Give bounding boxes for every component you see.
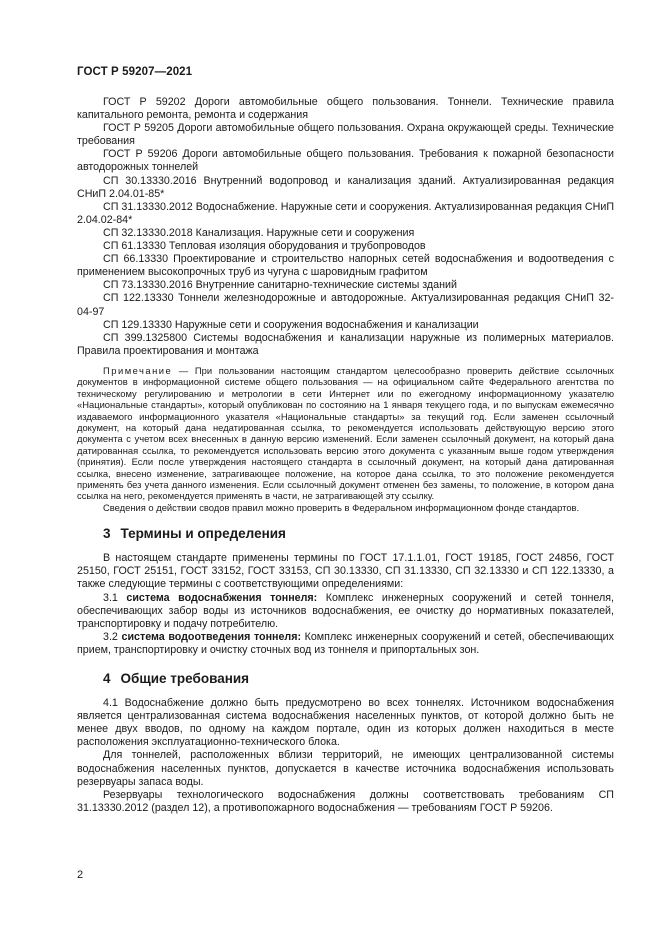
term-definition [77,592,614,631]
reference-note-extra: Сведения о действии сводов правил можно проверить в Федеральном информационном фонде стандартов. [103,501,580,513]
body-paragraph: Для тоннелей, расположенных вблизи территорий, не имеющих централизованной системы водоснабжения населенных пунктов, допускается в качестве источника водоснабжения использовать резервуары запаса воды. [77,749,614,788]
term-text: Комплекс инженерных сооружений и сетей тоннеля, обеспечивающих забор воды из источников водоснабжения, ее очистку до нормативных показателей, транспортировку и подачу потребителю. [77,591,614,630]
body-paragraph: 4.1 Водоснабжение должно быть предусмотрено во всех тоннелях. Источником водоснабжения является централизованная система водоснабжения населенных пунктов, от которой должно быть не менее двух вводов, по одному на каждом портале, один из которых должен находиться в месте расположения эксплуатационно-технического блока. [77,697,614,749]
reference-item: СП 31.13330.2012 Водоснабжение. Наружные сети и сооружения. Актуализированная редакция СНиП 2.04.02-84* [77,200,614,226]
page-number: 2 [77,869,84,881]
terms-intro: В настоящем стандарте применены термины по ГОСТ 17.1.1.01, ГОСТ 19185, ГОСТ 24856, ГОСТ 25150, ГОСТ 25151, ГОСТ 33152, ГОСТ 33153, СП 30.13330, СП 31.13330, СП 32.13330 и СП 122.13330, а также следующие термины с соответствующими определениями: [77,552,614,591]
section-number: 4 [103,671,111,686]
document-header: ГОСТ Р 59207—2021 [77,66,193,78]
section-number: 3 [103,526,111,542]
section-heading-terms [77,527,614,540]
reference-item: СП 129.13330 Наружные сети и сооружения водоснабжения и канализации [103,318,479,331]
reference-item: СП 399.1325800 Системы водоснабжения и канализации наружные из полимерных материалов. Правила проектирования и монтажа [77,331,614,357]
term-name: система водоснабжения тоннеля: [126,591,318,604]
reference-item: СП 61.13330 Тепловая изоляция оборудования и трубопроводов [103,240,426,253]
term-number: 3.1 [103,591,118,604]
term-number: 3.2 [103,630,118,643]
reference-item: ГОСТ Р 59206 Дороги автомобильные общего пользования. Требования к пожарной безопасности автодорожных тоннелей [77,148,614,174]
reference-note [77,365,614,502]
document-body [77,96,614,815]
section-title: Термины и определения [120,526,286,542]
term-text: Комплекс инженерных сооружений и сетей, обеспечивающих прием, транспортировку и очистку сточных вод из тоннеля и припортальных зон. [77,630,614,656]
note-label: Примечание [103,364,173,376]
reference-item: ГОСТ Р 59202 Дороги автомобильные общего пользования. Тоннели. Технические правила капитального ремонта, ремонта и содержания [77,96,614,122]
reference-item: СП 30.13330.2016 Внутренний водопровод и канализация зданий. Актуализированная редакция СНиП 2.04.01-85* [77,174,614,200]
note-text: — При пользовании настоящим стандартом целесообразно проверить действие ссылочных документов в информационной системе общего пользования — на официальном сайте Федерального агентства по техническому регулированию и метрологии в сети Интернет или по ежегодному информационному указателю «Национальные стандарты», который опубликован по состоянию на 1 января текущего года, и по выпускам ежемесячно издаваемого информационного указателя «Национальные стандарты» за текущий год. Если заменен ссылочный документ, на который дана недатированная ссылка, то рекомендуется использовать действующую версию этого документа с учетом всех внесенных в данную версию изменений. Если заменен ссылочный документ, на который дана датированная ссылка, то рекомендуется использовать версию этого документа с указанным выше годом утверждения (принятия). Если после утверждения настоящего стандарта в ссылочный документ, на который дана датированная ссылка, внесено изменение, затрагивающее положение, на которое дана ссылка, то это положение рекомендуется применять без учета данного изменения. Если ссылочный документ отменен без замены, то положение, в котором дана ссылка на него, рекомендуется применять в части, не затрагивающей эту ссылку. [77,364,614,502]
reference-item: СП 122.13330 Тоннели железнодорожные и автодорожные. Актуализированная редакция СНиП 32-04-97 [77,292,614,318]
section-title: Общие требования [120,671,250,686]
term-name: система водоотведения тоннеля: [121,630,302,643]
body-paragraph: Резервуары технологического водоснабжения должны соответствовать требованиям СП 31.13330.2012 (раздел 12), а противопожарного водоснабжения — требованиям ГОСТ Р 59206. [77,788,614,814]
term-definition [77,631,614,657]
reference-item: ГОСТ Р 59205 Дороги автомобильные общего пользования. Охрана окружающей среды. Технические требования [77,122,614,148]
section-heading-general [77,672,614,685]
reference-item: СП 66.13330 Проектирование и строительство напорных сетей водоснабжения и водоотведения с применением высокопрочных труб из чугуна с шаровидным графитом [77,253,614,279]
reference-item: СП 32.13330.2018 Канализация. Наружные сети и сооружения [103,226,415,239]
reference-item: СП 73.13330.2016 Внутренние санитарно-технические системы зданий [103,279,457,292]
